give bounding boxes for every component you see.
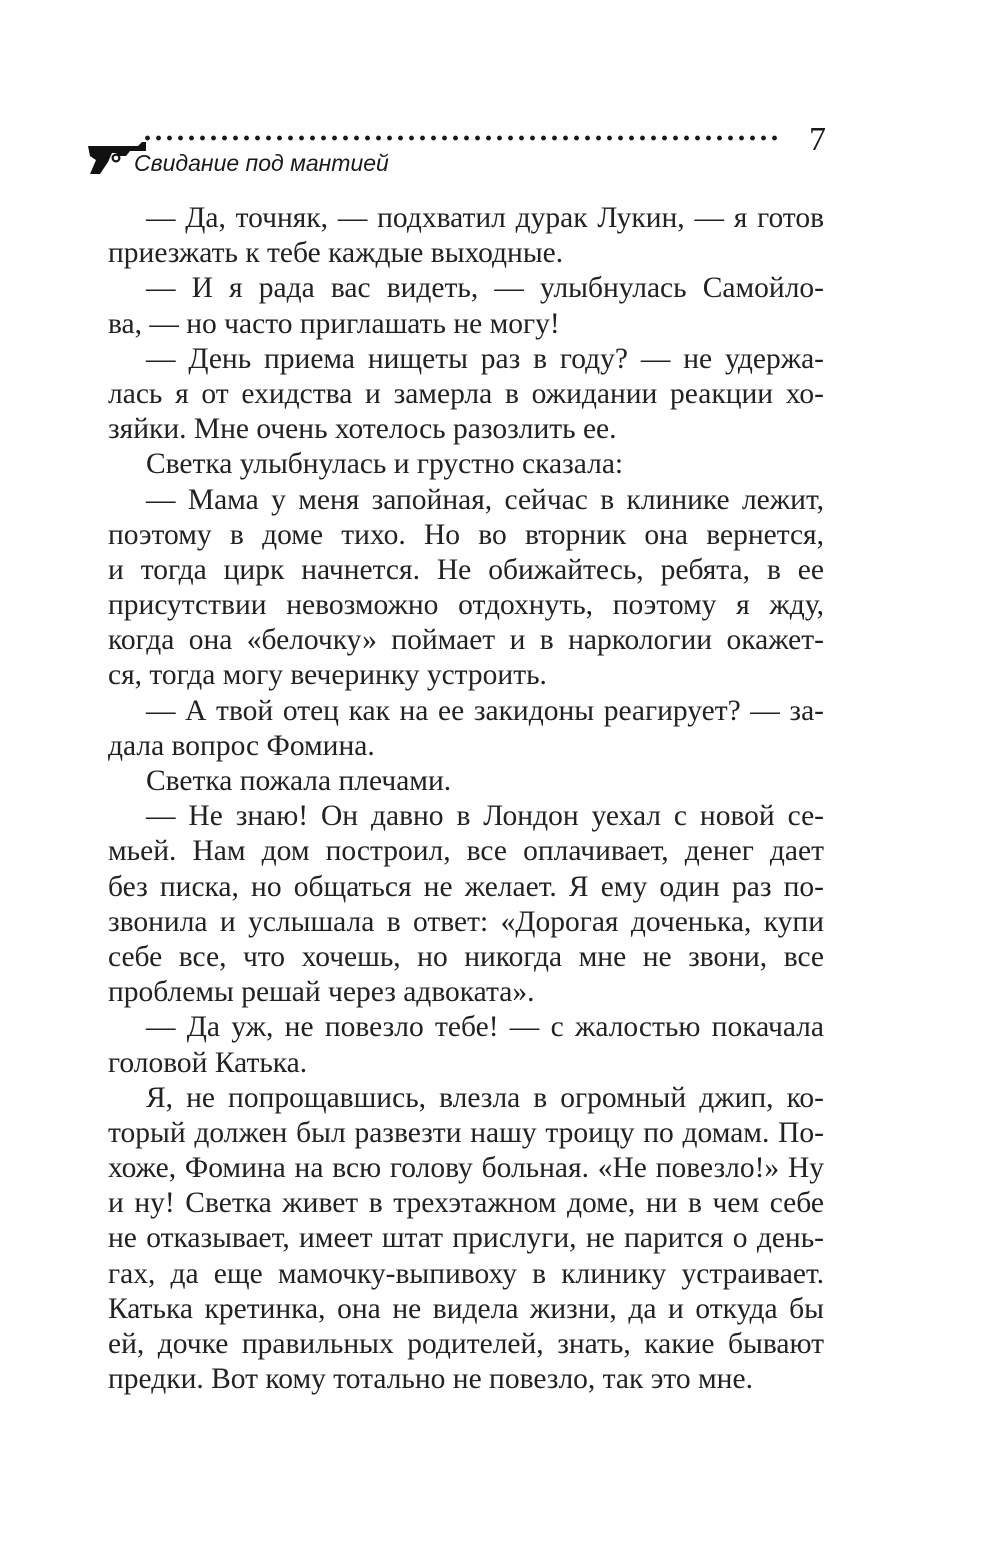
body-text	[108, 201, 824, 1397]
book-title: Свидание под мантией	[134, 150, 389, 176]
page-number: 7	[809, 121, 826, 158]
text-line: звонила и услышала в ответ: «Дорогая доченька, купи	[108, 905, 824, 938]
text-line: Светка пожала плечами.	[146, 765, 452, 797]
text-line: Я, не попрощавшись, влезла в огромный джип, ко-	[146, 1081, 824, 1114]
text-line: зяйки. Мне очень хотелось разозлить ее.	[108, 413, 617, 446]
text-line: мьей. Нам дом построил, все оплачивает, денег дает	[108, 835, 824, 868]
text-line: не отказывает, имеет штат прислуги, не парится о день-	[108, 1222, 824, 1255]
text-line: торый должен был развезти нашу троицу по домам. По-	[108, 1116, 824, 1149]
text-line: проблемы решай через адвоката».	[108, 976, 535, 1009]
text-line: — Мама у меня запойная, сейчас в клинике лежит,	[146, 483, 824, 516]
text-line: предки. Вот кому тотально не повезло, так это мне.	[108, 1363, 753, 1396]
dotted-rule	[142, 134, 782, 142]
text-line: и ну! Светка живет в трехэтажном доме, ни в чем себе	[108, 1187, 824, 1220]
text-line: гах, да еще мамочку-выпивоху в клинику устраивает.	[108, 1257, 824, 1290]
text-line: хоже, Фомина на всю голову больная. «Не повезло!» Ну	[108, 1152, 824, 1185]
text-line: головой Катька.	[108, 1046, 308, 1079]
text-line: присутствии невозможно отдохнуть, поэтому я жду,	[108, 589, 824, 622]
text-line: Катька кретинка, она не видела жизни, да и откуда бы	[108, 1292, 824, 1325]
text-line: — И я рада вас видеть, — улыбнулась Самойло-	[146, 272, 824, 305]
text-line: лась я от ехидства и замерла в ожидании реакции хо-	[108, 377, 824, 410]
text-line: — А твой отец как на ее закидоны реагирует? — за-	[146, 694, 824, 727]
text-line: без писка, но общаться не желает. Я ему один раз по-	[108, 870, 824, 903]
text-line: поэтому в доме тихо. Но во вторник она вернется,	[108, 518, 824, 551]
text-line: — Не знаю! Он давно в Лондон уехал с новой се-	[146, 800, 824, 833]
text-line: ся, тогда могу вечеринку устроить.	[108, 659, 547, 692]
text-line: ва, — но часто приглашать не могу!	[108, 307, 560, 340]
text-line: — День приема нищеты раз в году? — не удержа-	[146, 342, 824, 375]
text-line: Светка улыбнулась и грустно сказала:	[146, 448, 624, 481]
text-line: себе все, что хочешь, но никогда мне не звони, все	[108, 940, 824, 973]
text-line: — Да уж, не повезло тебе! — с жалостью покачала	[146, 1011, 824, 1044]
text-line: ей, дочке правильных родителей, знать, какие бывают	[108, 1328, 824, 1360]
text-line: дала вопрос Фомина.	[108, 729, 375, 762]
running-header	[86, 120, 826, 190]
text-line: — Да, точняк, — подхватил дурак Лукин, — я готов	[146, 202, 824, 234]
text-line: и тогда цирк начнется. Не обижайтесь, ребята, в ее	[108, 553, 824, 586]
text-line: приезжать к тебе каждые выходные.	[108, 237, 564, 270]
text-line: когда она «белочку» поймает и в наркологии окажет-	[108, 624, 824, 657]
